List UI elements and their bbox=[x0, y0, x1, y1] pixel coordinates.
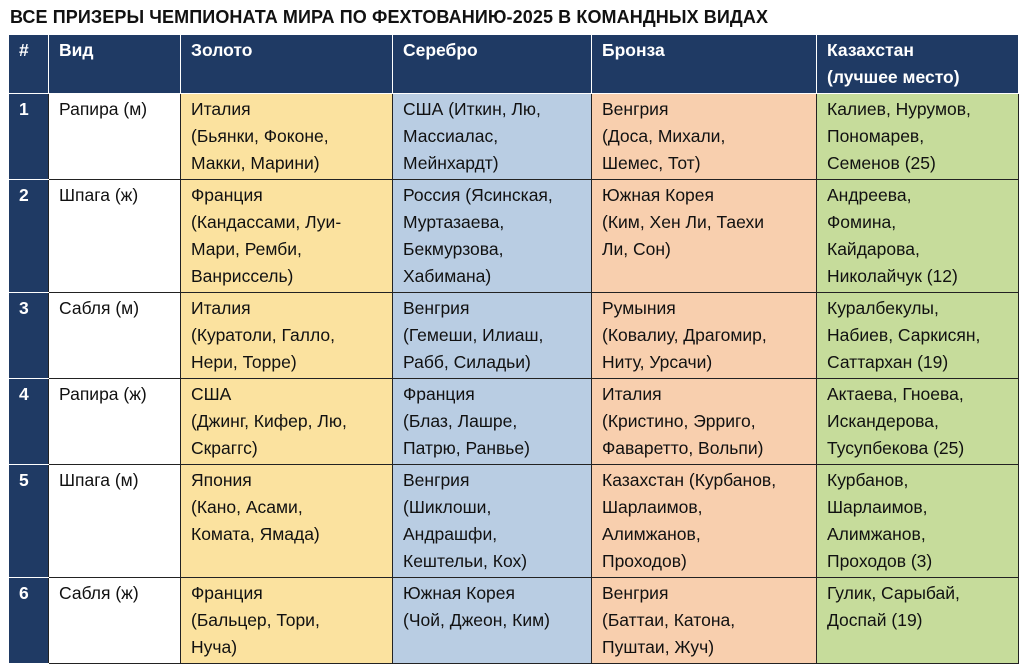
bronze-cell: Венгрия (Баттаи, Катона, Пуштаи, Жуч) bbox=[592, 578, 817, 664]
kazakhstan-cell: Гулик, Сарыбай, Доспай (19) bbox=[817, 578, 1019, 664]
gold-cell: Италия (Бьянки, Фоконе, Макки, Марини) bbox=[181, 94, 393, 180]
event-cell: Сабля (ж) bbox=[49, 578, 181, 664]
event-cell: Рапира (м) bbox=[49, 94, 181, 180]
event-cell: Сабля (м) bbox=[49, 293, 181, 379]
row-number: 6 bbox=[9, 578, 49, 664]
table-header bbox=[9, 35, 1019, 94]
table-row bbox=[9, 578, 1019, 664]
page-title: ВСЕ ПРИЗЕРЫ ЧЕМПИОНАТА МИРА ПО ФЕХТОВАНИЮ-2025 В КОМАНДНЫХ ВИДАХ bbox=[10, 7, 769, 27]
header-kazakhstan: Казахстан (лучшее место) bbox=[817, 35, 1019, 94]
row-number: 4 bbox=[9, 379, 49, 465]
event-cell: Рапира (ж) bbox=[49, 379, 181, 465]
silver-cell: Франция (Блаз, Лашре, Патрю, Ранвье) bbox=[393, 379, 592, 465]
table-row bbox=[9, 379, 1019, 465]
kazakhstan-cell: Калиев, Нурумов, Пономарев, Семенов (25) bbox=[817, 94, 1019, 180]
header-gold: Золото bbox=[181, 35, 393, 94]
medalists-table bbox=[8, 34, 1019, 664]
bronze-cell: Казахстан (Курбанов, Шарлаимов, Алимжанов, Проходов) bbox=[592, 465, 817, 578]
gold-cell: Франция (Кандассами, Луи- Мари, Ремби, Ванриссель) bbox=[181, 180, 393, 293]
table-body bbox=[9, 94, 1019, 664]
kazakhstan-cell: Куралбекулы, Набиев, Саркисян, Саттархан (19) bbox=[817, 293, 1019, 379]
header-num: # bbox=[9, 35, 49, 94]
table-row bbox=[9, 94, 1019, 180]
row-number: 3 bbox=[9, 293, 49, 379]
table-row bbox=[9, 465, 1019, 578]
gold-cell: Италия (Куратоли, Галло, Нери, Торре) bbox=[181, 293, 393, 379]
gold-cell: Франция (Бальцер, Тори, Нуча) bbox=[181, 578, 393, 664]
row-number: 1 bbox=[9, 94, 49, 180]
kazakhstan-cell: Андреева, Фомина, Кайдарова, Николайчук (12) bbox=[817, 180, 1019, 293]
gold-cell: США (Джинг, Кифер, Лю, Скраггс) bbox=[181, 379, 393, 465]
bronze-cell: Румыния (Ковалиу, Драгомир, Ниту, Урсачи) bbox=[592, 293, 817, 379]
header-silver: Серебро bbox=[393, 35, 592, 94]
silver-cell: Южная Корея (Чой, Джеон, Ким) bbox=[393, 578, 592, 664]
kazakhstan-cell: Актаева, Гноева, Искандерова, Тусупбекова (25) bbox=[817, 379, 1019, 465]
header-kind: Вид bbox=[49, 35, 181, 94]
silver-cell: Россия (Ясинская, Муртазаева, Бекмурзова, Хабимана) bbox=[393, 180, 592, 293]
event-cell: Шпага (м) bbox=[49, 465, 181, 578]
row-number: 2 bbox=[9, 180, 49, 293]
silver-cell: Венгрия (Шиклоши, Андрашфи, Кештельи, Кох) bbox=[393, 465, 592, 578]
header-row bbox=[9, 35, 1019, 94]
row-number: 5 bbox=[9, 465, 49, 578]
table-row bbox=[9, 293, 1019, 379]
silver-cell: США (Иткин, Лю, Массиалас, Мейнхардт) bbox=[393, 94, 592, 180]
bronze-cell: Италия (Кристино, Эрриго, Фаваретто, Вольпи) bbox=[592, 379, 817, 465]
silver-cell: Венгрия (Гемеши, Илиаш, Рабб, Силадьи) bbox=[393, 293, 592, 379]
gold-cell: Япония (Кано, Асами, Комата, Ямада) bbox=[181, 465, 393, 578]
header-bronze: Бронза bbox=[592, 35, 817, 94]
bronze-cell: Южная Корея (Ким, Хен Ли, Таехи Ли, Сон) bbox=[592, 180, 817, 293]
bronze-cell: Венгрия (Доса, Михали, Шемес, Тот) bbox=[592, 94, 817, 180]
event-cell: Шпага (ж) bbox=[49, 180, 181, 293]
table-row bbox=[9, 180, 1019, 293]
kazakhstan-cell: Курбанов, Шарлаимов, Алимжанов, Проходов (3) bbox=[817, 465, 1019, 578]
